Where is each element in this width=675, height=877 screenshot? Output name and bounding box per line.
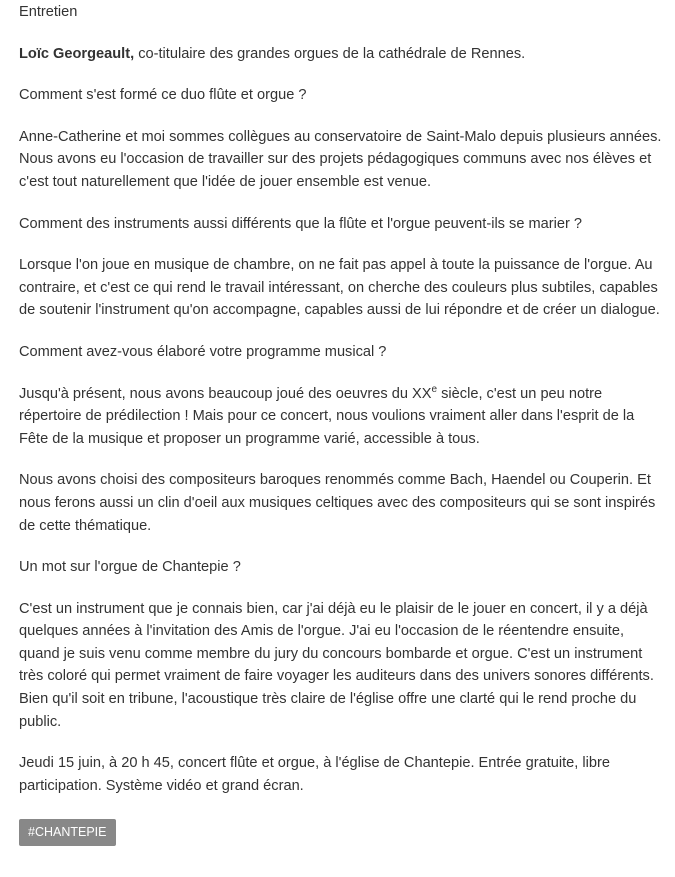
answer-3-end: siècle, c'est un peu notre répertoire de prédilection ! Mais pour ce concert, nous voulions vraiment aller dans l'esprit de la Fête de la musique et proposer un programme varié, accessible à tous. (19, 385, 635, 447)
section-label: Entretien (19, 4, 78, 20)
answer-3-start: Jusqu'à présent, nous avons beaucoup joué des oeuvres du XX (19, 385, 432, 402)
question-3: Comment avez-vous élaboré votre programme musical ? (19, 343, 387, 360)
article-lead (19, 43, 665, 66)
answer-3-continued: Nous avons choisi des compositeurs baroques renommés comme Bach, Haendel ou Couperin. Et nous ferons aussi un clin d'oeil aux musiques celtiques avec des compositeurs qui se sont inspirés de cette thématique. (19, 472, 656, 534)
answer-2: Lorsque l'on joue en musique de chambre, on ne fait pas appel à toute la puissance de l'orgue. Au contraire, et c'est ce qui rend le travail intéressant, on cherche des couleurs plus subtiles, capables de soutenir l'instrument qu'on accompagne, capables aussi de lui répondre et de créer un dialogue. (19, 257, 660, 319)
interviewee-description: co-titulaire des grandes orgues de la cathédrale de Rennes. (134, 45, 526, 62)
question-2: Comment des instruments aussi différents que la flûte et l'orgue peuvent-ils se marier ? (19, 215, 583, 232)
interviewee-name: Loïc Georgeault, (19, 45, 135, 62)
question-4: Un mot sur l'orgue de Chantepie ? (19, 559, 241, 576)
century-superscript: e (431, 383, 438, 395)
answer-4: C'est un instrument que je connais bien, car j'ai déjà eu le plaisir de le jouer en concert, il y a déjà quelques années à l'invitation des Amis de l'orgue. J'ai eu l'occasion de le réentendre ensuite, quand je suis venu comme membre du jury du concours bombarde et orgue. C'est un instrument très coloré qui permet vraiment de faire voyager les auditeurs dans des univers sonores différents. Bien qu'il soit en tribune, l'acoustique très claire de l'église offre une clarté qui le rend proche du public. (19, 600, 654, 730)
event-info: Jeudi 15 juin, à 20 h 45, concert flûte et orgue, à l'église de Chantepie. Entrée gratuite, libre participation. Système vidéo et grand écran. (19, 755, 610, 794)
question-1: Comment s'est formé ce duo flûte et orgue ? (19, 87, 307, 104)
answer-3 (19, 383, 665, 451)
tag-chantepie[interactable]: #CHANTEPIE (19, 819, 116, 846)
answer-1: Anne-Catherine et moi sommes collègues au conservatoire de Saint-Malo depuis plusieurs années. Nous avons eu l'occasion de travailler sur des projets pédagogiques communs avec nos élèves et c'est tout naturellement que l'idée de jouer ensemble est venue. (19, 128, 662, 190)
